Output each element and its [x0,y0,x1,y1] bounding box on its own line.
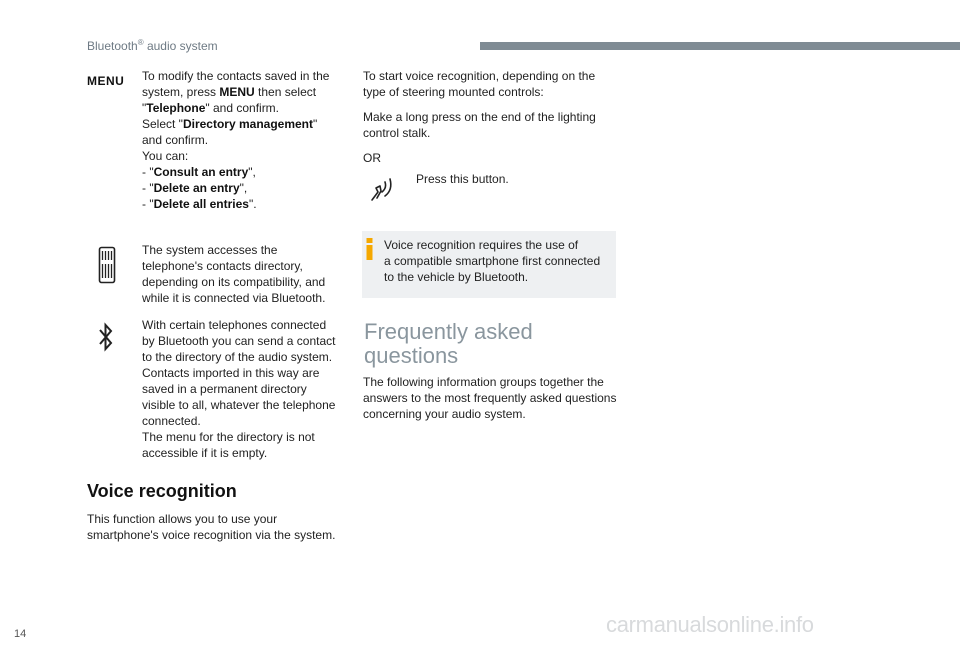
faq-heading: Frequently asked questions [364,319,533,368]
press-button-text: Press this button. [416,172,509,186]
info-text: Voice recognition requires the use of a compatible smartphone first connected to the vehicle by Bluetooth. [384,238,601,284]
voice-command-icon [368,174,400,206]
header-title-rest: audio system [143,39,218,53]
info-icon [366,238,373,260]
start-voice-text: To start voice recognition, depending on the type of steering mounted controls: [363,69,596,99]
voice-recognition-heading: Voice recognition [87,481,237,501]
header-title [87,38,218,54]
faq-text: The following information groups together the answers to the most frequently asked questions concerning your audio system. [363,375,617,421]
page-number: 14 [14,628,27,640]
menu-key-label: MENU [87,74,125,88]
intro-line: You can: [142,149,189,163]
list-item: - "Delete all entries". [142,197,257,211]
bluetooth-contacts-text: With certain telephones connected by Bluetooth you can send a contact to the directory of the audio system. Contacts imported in this way are saved in a permanent directory visible to all, whatever the telephone connected. The menu for the directory is not accessible if it is empty. [142,318,336,460]
intro-line: and confirm. [142,133,209,147]
intro-line: To modify the contacts saved in the [142,69,330,83]
list-item: - "Consult an entry", [142,165,256,179]
intro-line: Select "Directory management" [142,117,318,131]
phone-icon [98,246,116,284]
contacts-instructions [142,68,342,212]
bluetooth-icon [98,322,114,352]
intro-line: system, press MENU then select [142,85,317,99]
long-press-text: Make a long press on the end of the lighting control stalk. [363,110,596,140]
intro-line: "Telephone" and confirm. [142,101,280,115]
list-item: - "Delete an entry", [142,181,248,195]
directory-access-text: The system accesses the telephone's contacts directory, depending on its compatibility, and while it is connected via Bluetooth. [142,243,326,305]
voice-recognition-text: This function allows you to use your smartphone's voice recognition via the system. [87,512,336,542]
header-bar [480,42,960,50]
registered-mark: ® [137,38,144,47]
or-text: OR [363,151,381,165]
header-title-text: Bluetooth [87,39,138,53]
watermark: carmanualsonline.info [606,612,814,637]
